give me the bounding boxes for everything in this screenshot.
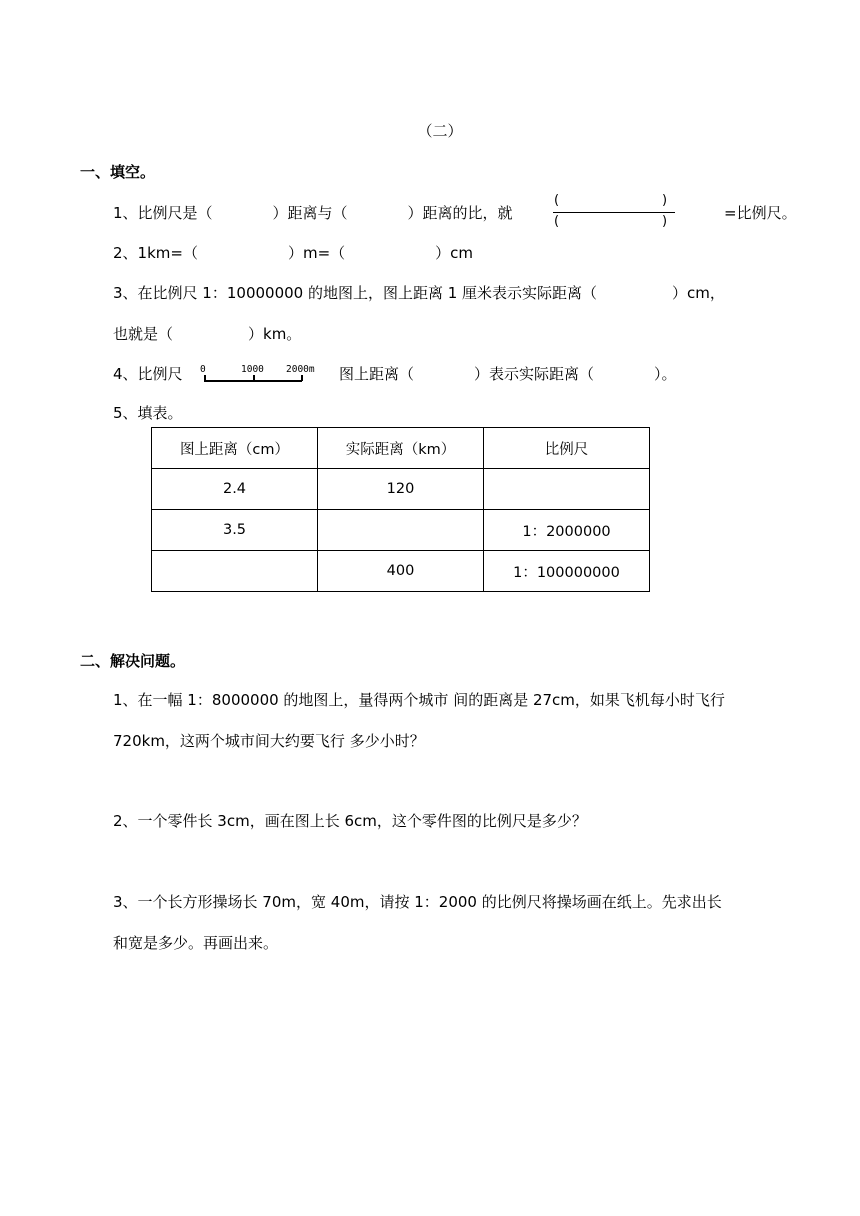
- scale-label-1000: 1000: [241, 364, 264, 375]
- table-row: [152, 469, 650, 510]
- table-header: 图上距离（cm）: [152, 428, 318, 469]
- problem1-line2: 720km，这两个城市间大约要飞行 多少小时？: [113, 732, 425, 750]
- table-cell: [484, 469, 650, 510]
- q1-suffix: =比例尺。: [724, 204, 797, 222]
- scale-tick: [204, 375, 206, 381]
- section1-heading: 一、填空。: [80, 163, 156, 181]
- table-cell: 120: [318, 469, 484, 510]
- section2-heading: 二、解决问题。: [80, 652, 186, 670]
- table-cell: 400: [318, 551, 484, 592]
- q3-line1: 3、在比例尺 1：10000000 的地图上，图上距离 1 厘米表示实际距离（ ）cm，: [113, 284, 725, 302]
- scale-bar: [200, 362, 330, 386]
- frac-num-left-paren: (: [554, 193, 560, 208]
- ratio-fraction: [550, 190, 680, 234]
- table-cell: 3.5: [152, 510, 318, 551]
- table-cell: [318, 510, 484, 551]
- table-cell: [152, 551, 318, 592]
- scale-tick: [253, 375, 255, 381]
- table-header-row: [152, 428, 650, 469]
- table-cell: 2.4: [152, 469, 318, 510]
- table-header: 比例尺: [484, 428, 650, 469]
- table-header: 实际距离（km）: [318, 428, 484, 469]
- q5-text: 5、填表。: [113, 404, 183, 422]
- q4-prefix: 4、比例尺: [113, 365, 183, 383]
- fill-table: [151, 427, 650, 592]
- frac-den-left-paren: (: [554, 214, 560, 229]
- frac-den-right-paren: ): [662, 214, 668, 229]
- q1-text: 1、比例尺是（ ）距离与（ ）距离的比，就: [113, 204, 513, 222]
- frac-num-right-paren: ): [662, 193, 668, 208]
- q2-text: 2、1km=（ ）m=（ ）cm: [113, 244, 473, 262]
- table-cell: 1：100000000: [484, 551, 650, 592]
- problem1-line1: 1、在一幅 1：8000000 的地图上，量得两个城市 间的距离是 27cm，如果飞机每小时飞行: [113, 691, 725, 709]
- fraction-bar: [553, 212, 675, 213]
- scale-tick: [301, 375, 303, 381]
- table-cell: 1：2000000: [484, 510, 650, 551]
- table-row: [152, 510, 650, 551]
- problem3-line1: 3、一个长方形操场长 70m，宽 40m，请按 1：2000 的比例尺将操场画在纸上。先求出长: [113, 893, 722, 911]
- q4-suffix: 图上距离（ ）表示实际距离（ ）。: [339, 365, 677, 383]
- scale-label-2000: 2000m: [286, 364, 315, 375]
- scale-label-0: 0: [200, 364, 206, 375]
- q3-line2: 也就是（ ）km。: [113, 325, 302, 343]
- problem3-line2: 和宽是多少。再画出来。: [113, 934, 279, 952]
- problem2: 2、一个零件长 3cm，画在图上长 6cm，这个零件图的比例尺是多少？: [113, 812, 587, 830]
- page-title: （二）: [417, 122, 463, 140]
- table-row: [152, 551, 650, 592]
